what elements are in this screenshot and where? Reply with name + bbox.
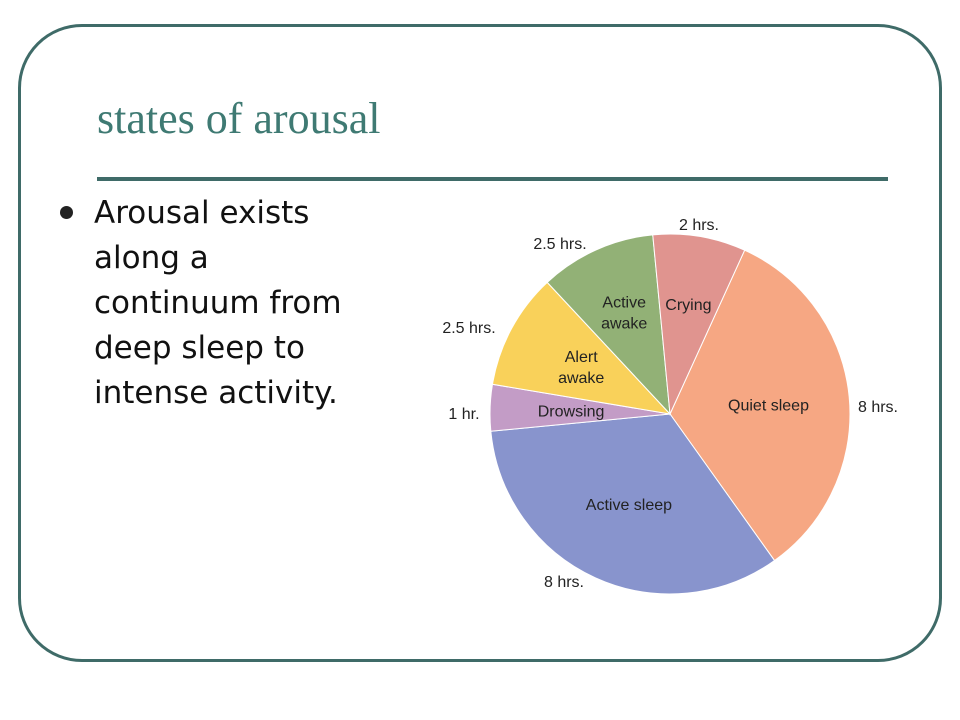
value-label-alert-awake: 2.5 hrs. (442, 320, 496, 337)
slice-label-active-sleep: Active sleep (585, 497, 673, 515)
bullet-text: Arousal exists along a continuum from deep sleep to intense activity. (94, 195, 342, 411)
value-label-active-sleep: 8 hrs. (543, 574, 585, 591)
slice-label-active-awake: Active awake (601, 294, 648, 333)
slice-label-drowsing: Drowsing (537, 403, 605, 421)
slide-title: states of arousal (97, 94, 381, 143)
value-label-drowsing: 1 hr. (448, 406, 480, 423)
slice-label-quiet-sleep: Quiet sleep (728, 397, 809, 415)
slice-label-crying: Crying (665, 296, 712, 314)
slice-label-alert-awake: Alert awake (558, 348, 605, 387)
value-label-active-awake: 2.5 hrs. (533, 236, 587, 253)
value-label-crying: 2 hrs. (678, 217, 720, 234)
value-label-quiet-sleep: 8 hrs. (857, 399, 899, 416)
